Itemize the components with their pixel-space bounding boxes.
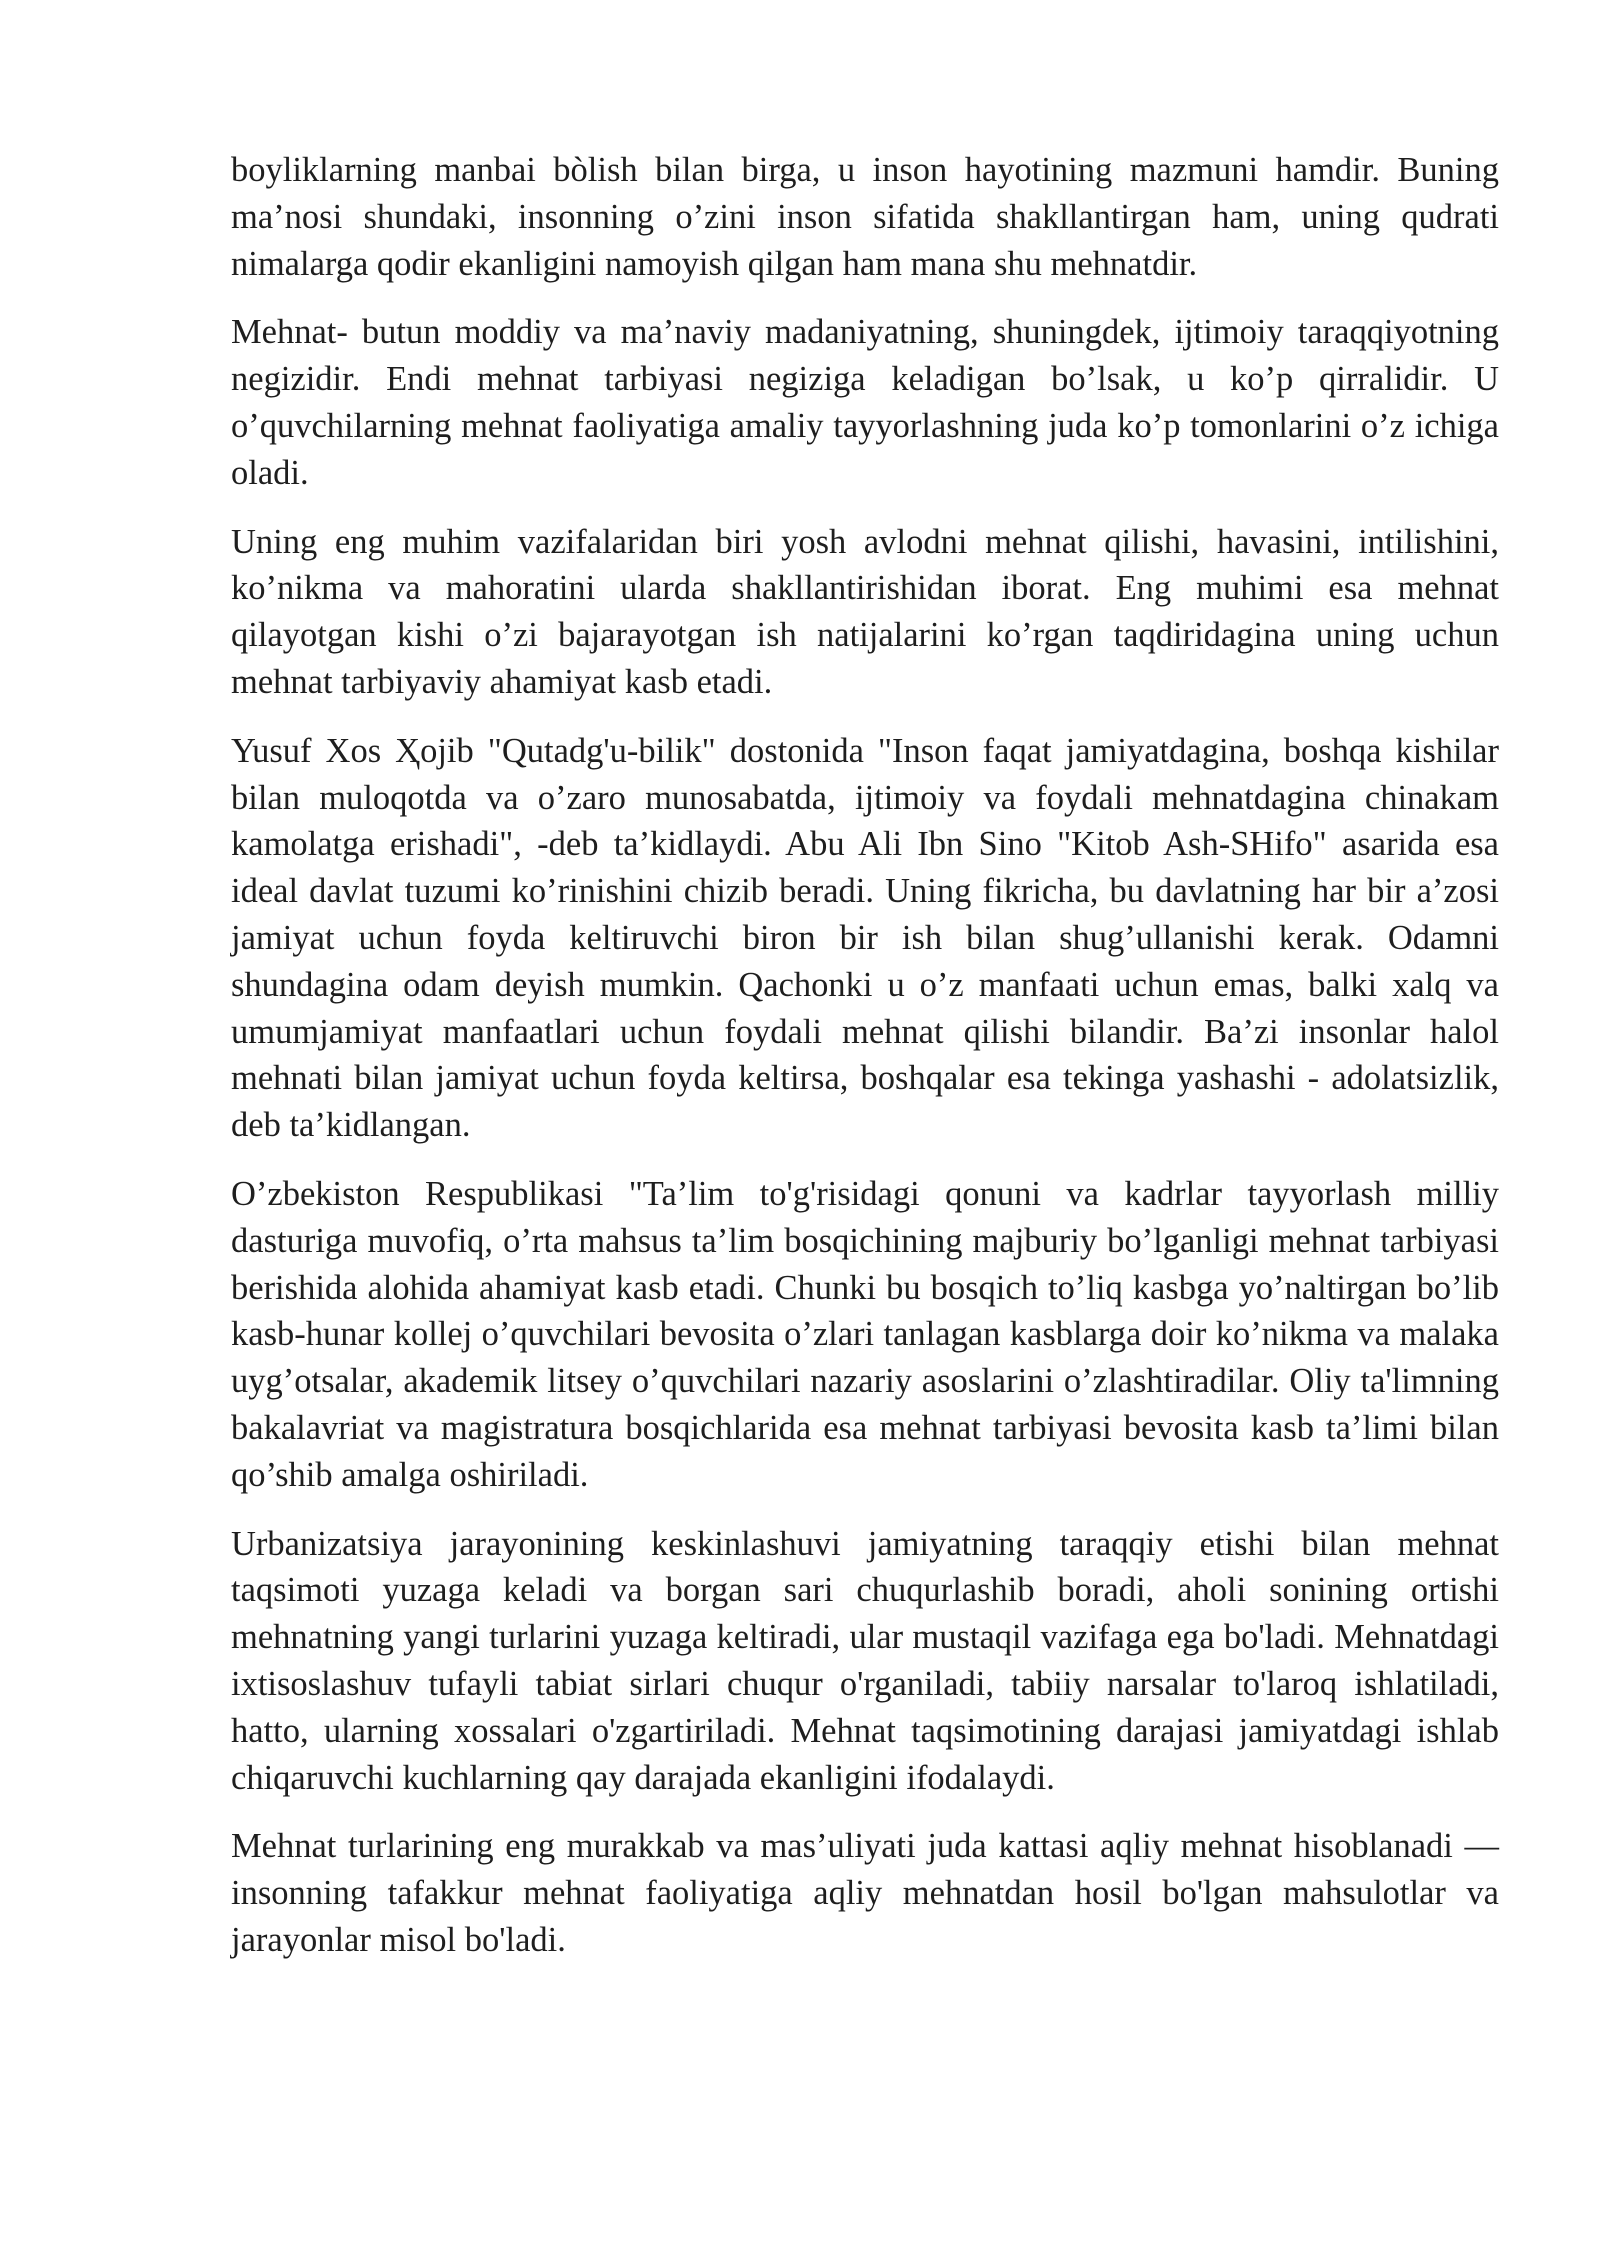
paragraph-5: O’zbekiston Respublikasi "Ta’lim to'g'risidagi qonuni va kadrlar tayyorlash milliy dasturiga muvofiq, o’rta mahsus ta’lim bosqichining majburiy bo’lganligi mehnat tarbiyasi berishida alohida ahamiyat kasb etadi. Chunki bu bosqich to’liq kasbga yo’naltirgan bo’lib kasb-hunar kollej o’quvchilari bevosita o’zlari tanlagan kasblarga doir ko’nikma va malaka uyg’otsalar, akademik litsey o’quvchilari nazariy asoslarini o’zlashtiradilar. Oliy ta'limning bakalavriat va magistratura bosqichlarida esa mehnat tarbiyasi bevosita kasb ta’limi bilan qo’shib amalga oshiriladi. [231, 1174, 1499, 1494]
paragraph-6: Urbanizatsiya jarayonining keskinlashuvi jamiyatning taraqqiy etishi bilan mehnat taqsimoti yuzaga keladi va borgan sari chuqurlashib boradi, aholi sonining ortishi mehnatning yangi turlarini yuzaga keltiradi, ular mustaqil vazifaga ega bo'ladi. Mehnatdagi ixtisoslashuv tufayli tabiat sirlari chuqur o'rganiladi, tabiiy narsalar to'laroq ishlatiladi, hatto, ularning xossalari o'zgartiriladi. Mehnat taqsimotining darajasi jamiyatdagi ishlab chiqaruvchi kuchlarning qay darajada ekanligini ifodalaydi. [231, 1524, 1499, 1797]
document-body [231, 147, 1499, 1986]
paragraph-4: Yusuf Xos Ҳojib "Qutadg'u-bilik" dostonida "Inson faqat jamiyatdagina, boshqa kishilar bilan muloqotda va o’zaro munosabatda, ijtimoiy va foydali mehnatdagina chinakam kamolatga erishadi", -deb ta’kidlaydi. Abu Ali Ibn Sino "Kitob Ash-SHifo" asarida esa ideal davlat tuzumi ko’rinishini chizib beradi. Uning fikricha, bu davlatning har bir a’zosi jamiyat uchun foyda keltiruvchi biron bir ish bilan shug’ullanishi kerak. Odamni shundagina odam deyish mumkin. Qachonki u o’z manfaati uchun emas, balki xalq va umumjamiyat manfaatlari uchun foydali mehnat qilishi bilandir. Ba’zi insonlar halol mehnati bilan jamiyat uchun foyda keltirsa, boshqalar esa tekinga yashashi - adolatsizlik, deb ta’kidlangan. [231, 731, 1499, 1145]
paragraph-3: Uning eng muhim vazifalaridan biri yosh avlodni mehnat qilishi, havasini, intilishini, ko’nikma va mahoratini ularda shakllantirishidan iborat. Eng muhimi esa mehnat qilayotgan kishi o’zi bajarayotgan ish natijalarini ko’rgan taqdiridagina uning uchun mehnat tarbiyaviy ahamiyat kasb etadi. [231, 522, 1499, 701]
paragraph-1: boyliklarning manbai bòlish bilan birga, u inson hayotining mazmuni hamdir. Buning ma’nosi shundaki, insonning o’zini inson sifatida shakllantirgan ham, uning qudrati nimalarga qodir ekanligini namoyish qilgan ham mana shu mehnatdir. [231, 151, 1499, 283]
paragraph-7: Mehnat turlarining eng murakkab va mas’uliyati juda kattasi aqliy mehnat hisoblanadi — insonning tafakkur mehnat faoliyatiga aqliy mehnatdan hosil bo'lgan mahsulotlar va jarayonlar misol bo'ladi. [231, 1827, 1499, 1959]
paragraph-2: Mehnat- butun moddiy va ma’naviy madaniyatning, shuningdek, ijtimoiy taraqqiyotning negizidir. Endi mehnat tarbiyasi negiziga keladigan bo’lsak, u ko’p qirralidir. U o’quvchilarning mehnat faoliyatiga amaliy tayyorlashning juda ko’p tomonlarini o’z ichiga oladi. [231, 313, 1499, 492]
